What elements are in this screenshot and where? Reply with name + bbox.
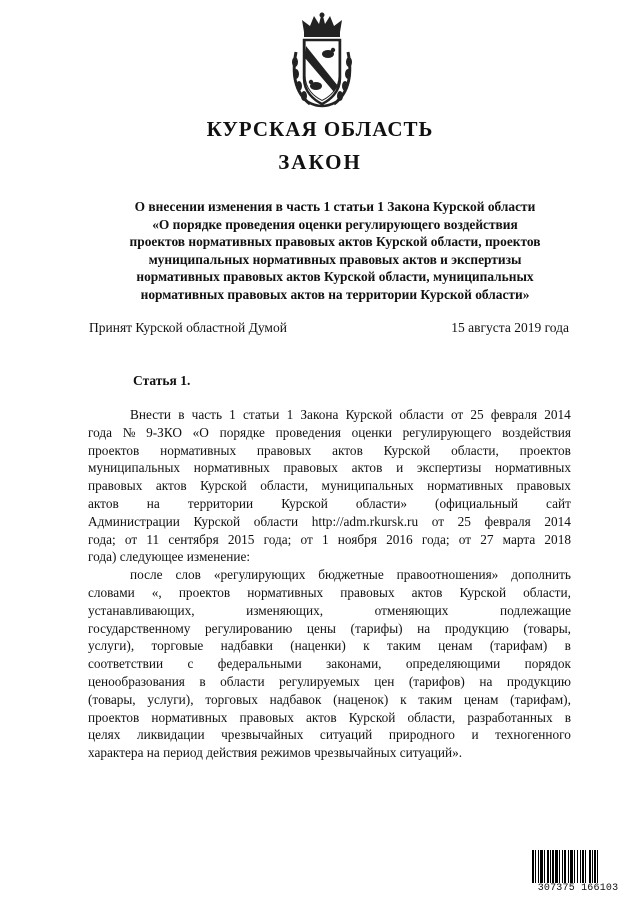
paragraph-line: года № 9-ЗКО «О порядке проведения оценки регулирующего воздействия bbox=[88, 424, 571, 440]
barcode-bar bbox=[532, 850, 534, 883]
law-title-line: муниципальных нормативных правовых актов и экспертизы bbox=[148, 251, 522, 267]
paragraph-line: муниципальных нормативных правовых актов и экспертизы нормативных bbox=[88, 460, 571, 476]
article-heading: Статья 1. bbox=[133, 373, 191, 388]
barcode-bar bbox=[562, 850, 563, 883]
paragraph-line: государственному регулированию цены (тарифы) на продукцию (товары, bbox=[88, 620, 571, 636]
barcode-bar bbox=[585, 850, 586, 883]
document-type-heading: ЗАКОН bbox=[278, 150, 362, 174]
paragraph-1 bbox=[88, 406, 571, 566]
paragraph-line: (товары, услуги), торговых надбавок (наценок) к таким ценам (тарифам), bbox=[88, 691, 571, 707]
barcode-bar bbox=[547, 850, 549, 883]
barcode-bar bbox=[582, 850, 584, 883]
coat-of-arms-emblem bbox=[290, 12, 354, 110]
barcode-bar bbox=[592, 850, 593, 883]
law-title-line: О внесении изменения в часть 1 статьи 1 Закона Курской области bbox=[134, 199, 536, 214]
article-body bbox=[88, 406, 571, 762]
paragraph-line: словами «, проектов нормативных правовых актов Курской области, bbox=[88, 584, 571, 600]
barcode-bar bbox=[540, 850, 543, 883]
barcode-bar bbox=[574, 850, 575, 883]
region-heading: КУРСКАЯ ОБЛАСТЬ bbox=[206, 117, 434, 141]
barcode-bar bbox=[589, 850, 591, 883]
paragraph-line: года) следующее изменение: bbox=[88, 549, 251, 565]
adoption-date: 15 августа 2019 года bbox=[451, 320, 569, 335]
barcode-bar bbox=[594, 850, 596, 883]
paragraph-line: проектов нормативных правовых актов Курской области, разработанных в bbox=[88, 709, 571, 725]
law-title-line: «О порядке проведения оценки регулирующего воздействия bbox=[152, 216, 518, 232]
barcode-bar bbox=[559, 850, 560, 883]
paragraph-line: года; от 11 сентября 2015 года; от 1 ноября 2016 года; от 27 марта 2018 bbox=[88, 531, 571, 547]
paragraph-line: соответствии с федеральными законами, определяющими порядок bbox=[88, 656, 571, 672]
paragraph-line: проектов нормативных правовых актов Курской области, проектов bbox=[88, 442, 571, 458]
paragraph-2 bbox=[88, 566, 571, 762]
paragraph-line: услуги), торговые надбавки (наценки) к таким ценам (тарифам) в bbox=[88, 638, 571, 654]
barcode-bar bbox=[552, 850, 554, 883]
barcode-bars bbox=[532, 850, 624, 883]
law-title-line: нормативных правовых актов Курской области, муниципальных bbox=[136, 269, 534, 285]
paragraph-line: характера на период действия режимов чрезвычайных ситуаций». bbox=[88, 745, 463, 761]
barcode-bar bbox=[568, 850, 569, 883]
paragraph-line: Внести в часть 1 статьи 1 Закона Курской области от 25 февраля 2014 bbox=[130, 407, 571, 422]
barcode-bar bbox=[597, 850, 598, 883]
barcode-bar bbox=[538, 850, 539, 883]
barcode bbox=[532, 850, 624, 895]
law-title-line: нормативных правовых актов на территории Курской области» bbox=[140, 286, 530, 302]
barcode-bar bbox=[577, 850, 578, 883]
adopted-by: Принят Курской областной Думой bbox=[89, 320, 287, 335]
barcode-bar bbox=[535, 850, 536, 883]
barcode-bar bbox=[570, 850, 573, 883]
paragraph-line: после слов «регулирующих бюджетные правоотношения» дополнить bbox=[130, 567, 571, 583]
paragraph-line: правовых актов Курской области, муниципальных нормативных правовых bbox=[88, 478, 571, 494]
barcode-bar bbox=[555, 850, 558, 883]
paragraph-line: актов на территории Курской области» (официальный сайт bbox=[88, 495, 571, 511]
paragraph-line: ценообразования в области регулируемых цен (тарифов) на продукцию bbox=[88, 673, 571, 689]
barcode-bar bbox=[580, 850, 581, 883]
barcode-bar bbox=[550, 850, 551, 883]
barcode-bar bbox=[564, 850, 566, 883]
barcode-bar bbox=[544, 850, 545, 883]
paragraph-line: Администрации Курской области http://adm.rkursk.ru от 25 февраля 2014 bbox=[88, 513, 571, 529]
barcode-number: 307375 166103 bbox=[537, 883, 619, 894]
law-title bbox=[98, 198, 572, 304]
paragraph-line: целях ликвидации чрезвычайных ситуаций природного и техногенного bbox=[88, 727, 571, 743]
law-title-line: проектов нормативных правовых актов Курской области, проектов bbox=[129, 234, 541, 250]
paragraph-line: устанавливающих, изменяющих, отменяющих подлежащие bbox=[88, 602, 571, 618]
